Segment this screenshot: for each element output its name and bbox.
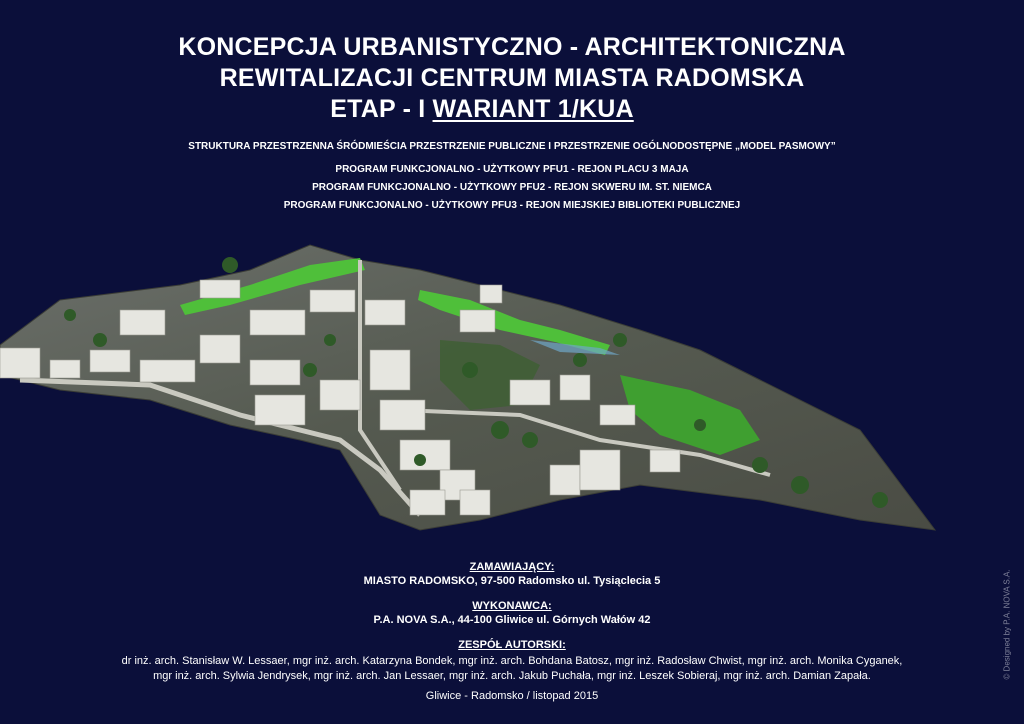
- authors-line-2: mgr inż. arch. Sylwia Jendrysek, mgr inż. arch. Jan Lessaer, mgr inż. arch. Jakub Puchała, mgr inż. Leszek Sobieraj, mgr inż. arch. Damian Zapała.: [153, 670, 871, 682]
- side-credit: © Designed by P.A. NOVA S.A.: [1002, 569, 1012, 680]
- program-pfu3: PROGRAM FUNKCJONALNO - UŻYTKOWY PFU3 - REJON MIEJSKIEJ BIBLIOTEKI PUBLICZNEJ: [283, 200, 741, 211]
- title-line-3-prefix: ETAP - I: [330, 95, 433, 123]
- subtitle: STRUKTURA PRZESTRZENNA ŚRÓDMIEŚCIA PRZESTRZENIE PUBLICZNE I PRZESTRZENIE OGÓLNODOSTĘPNE „MODEL PASMOWY”: [188, 141, 836, 152]
- city-model-render: [0, 230, 1024, 540]
- title-line-1: KONCEPCJA URBANISTYCZNO - ARCHITEKTONICZNA: [178, 33, 846, 61]
- title-line-2: REWITALIZACJI CENTRUM MIASTA RADOMSKA: [219, 64, 805, 92]
- client-value: MIASTO RADOMSKO, 97-500 Radomsko ul. Tysiąclecia 5: [363, 575, 661, 587]
- title-line-3: [0, 94, 994, 125]
- authors-heading: ZESPÓŁ AUTORSKI:: [458, 639, 566, 651]
- place-date: Gliwice - Radomsko / listopad 2015: [425, 690, 599, 702]
- contractor-value: P.A. NOVA S.A., 44-100 Gliwice ul. Górnych Wałów 42: [373, 614, 651, 626]
- contractor-heading: WYKONAWCA:: [472, 600, 552, 612]
- title-variant: WARIANT 1/KUA: [432, 95, 634, 123]
- program-pfu1: PROGRAM FUNKCJONALNO - UŻYTKOWY PFU1 - REJON PLACU 3 MAJA: [335, 164, 689, 175]
- program-pfu2: PROGRAM FUNKCJONALNO - UŻYTKOWY PFU2 - REJON SKWERU IM. ST. NIEMCA: [312, 182, 712, 193]
- authors-line-1: dr inż. arch. Stanisław W. Lessaer, mgr inż. arch. Katarzyna Bondek, mgr inż. arch. Bohdana Batosz, mgr inż. Radosław Chwist, mgr inż. arch. Monika Cyganek,: [121, 655, 903, 667]
- client-heading: ZAMAWIAJĄCY:: [469, 561, 555, 573]
